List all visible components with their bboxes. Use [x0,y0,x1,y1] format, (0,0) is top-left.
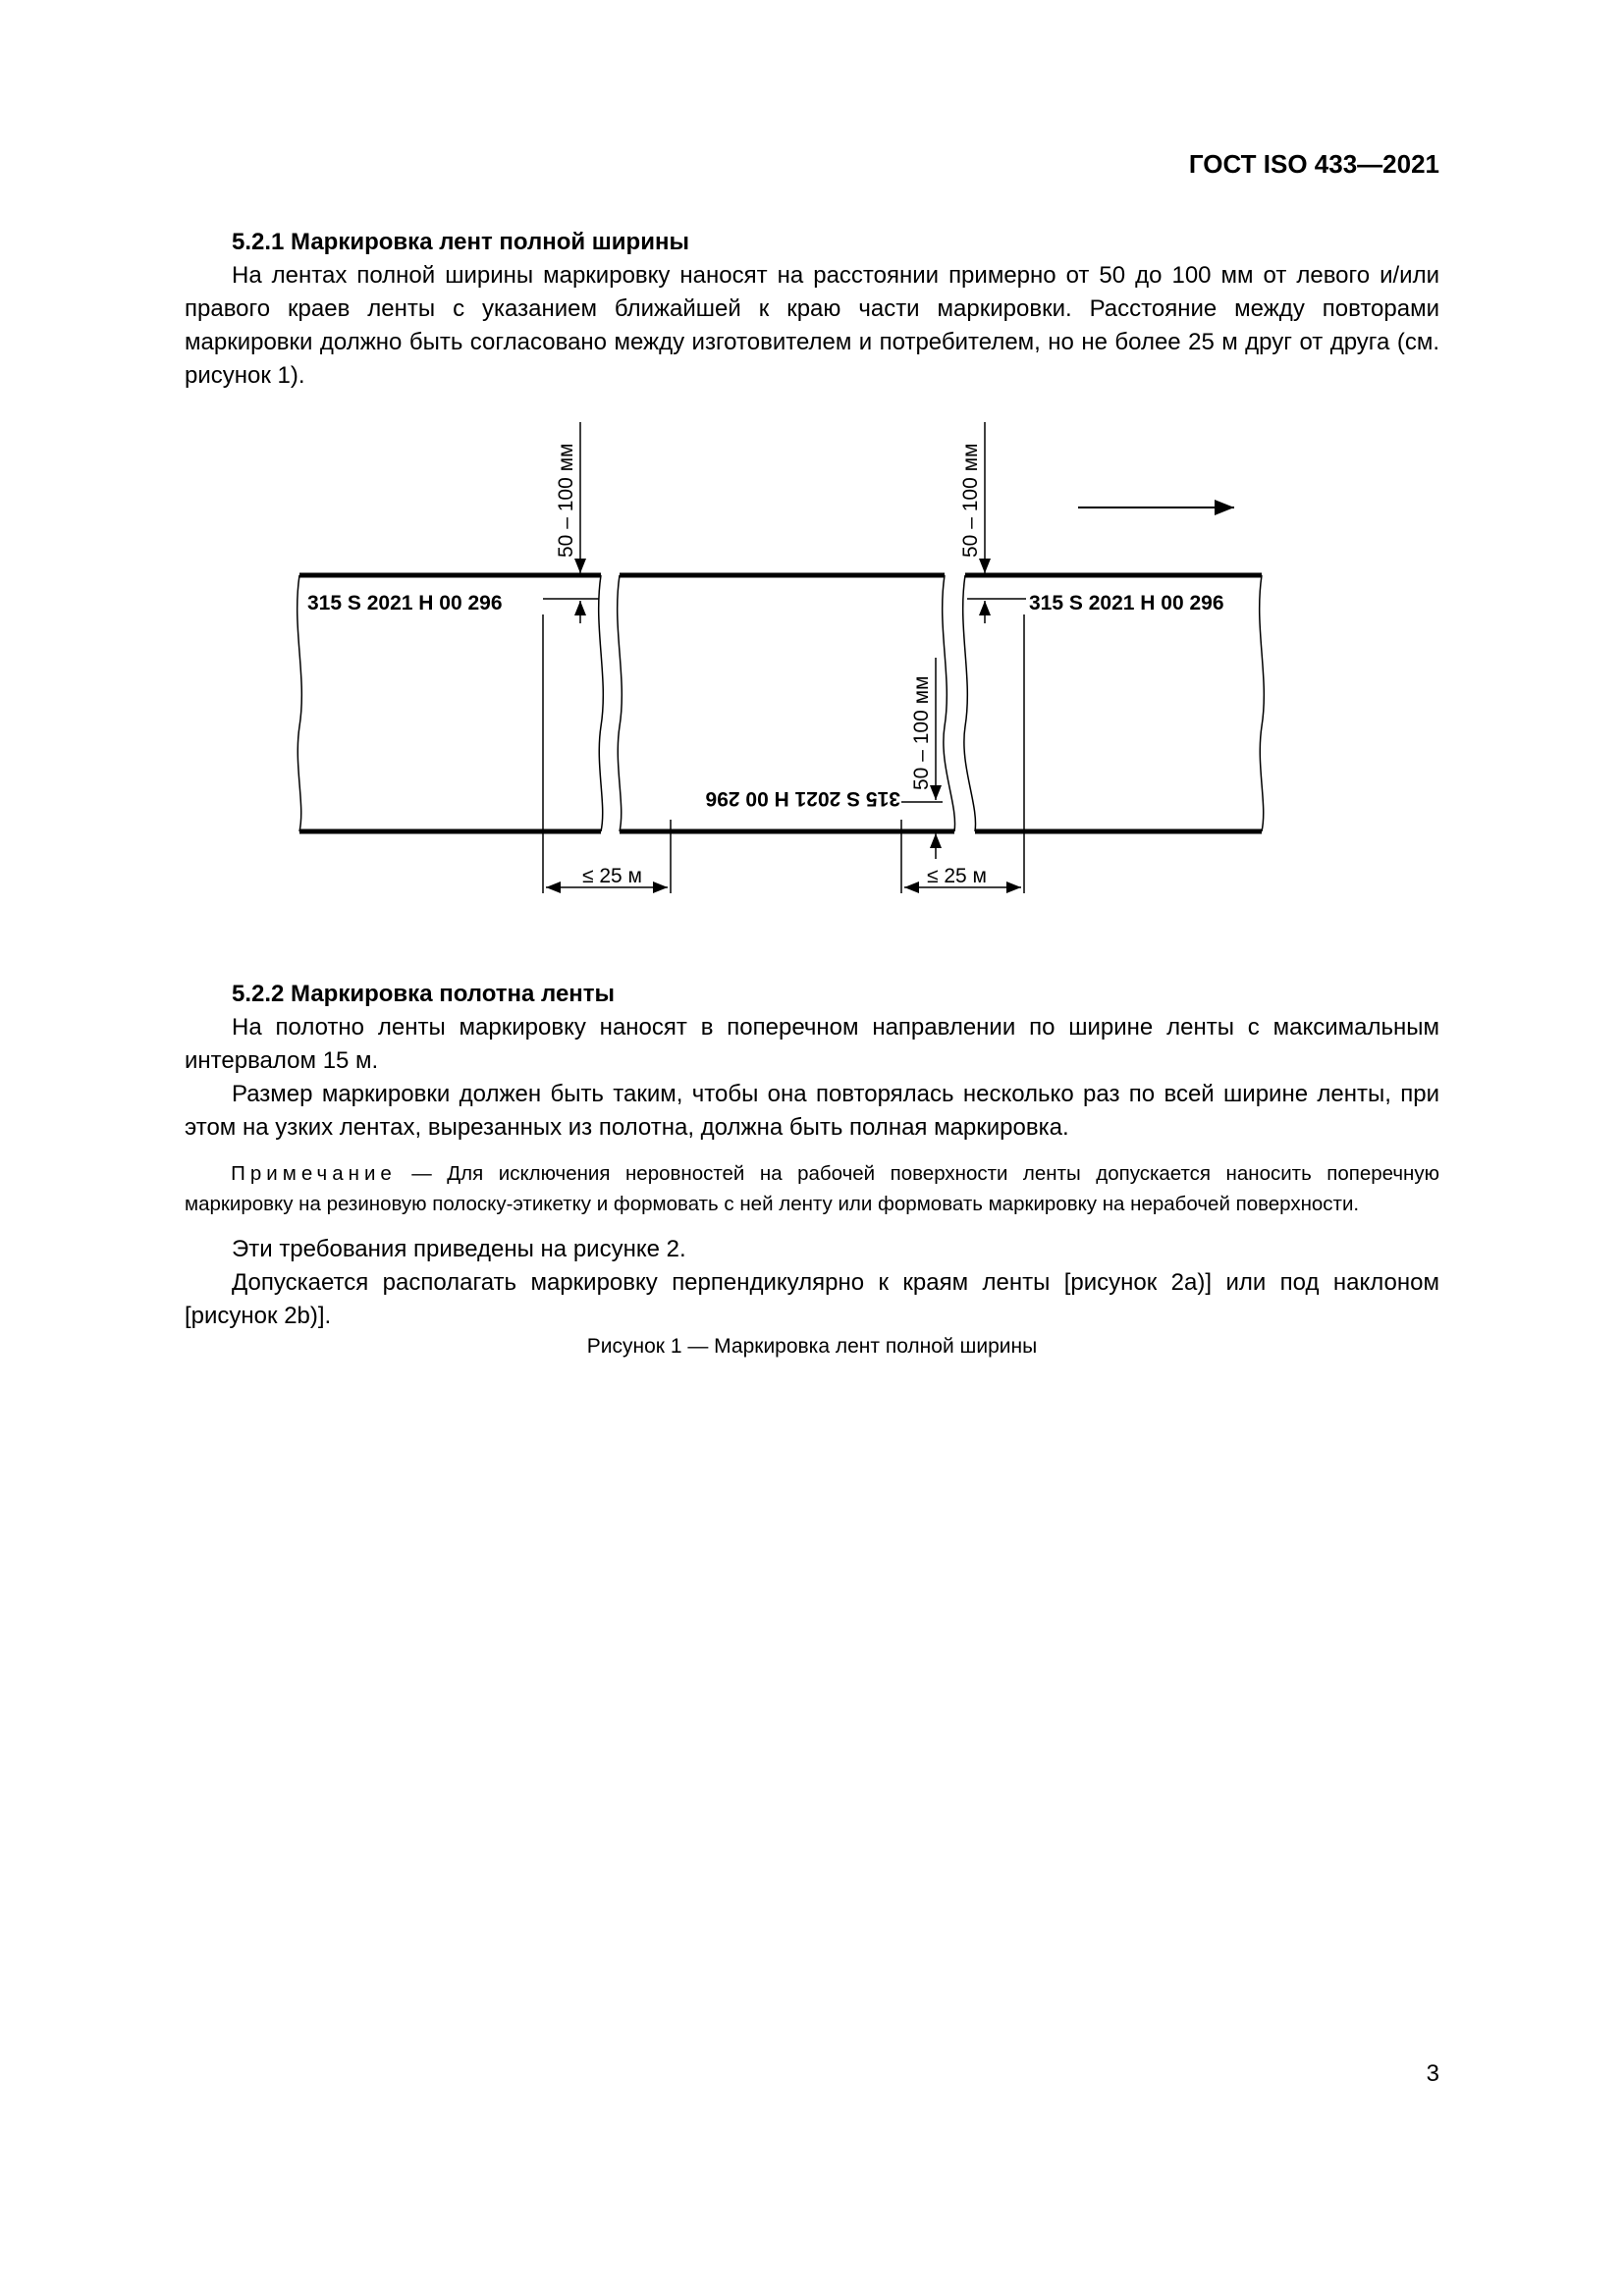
figure-caption: Рисунок 1 — Маркировка лент полной ширины [586,1335,1038,1358]
section-paragraph: Эти требования приведены на рисунке 2. [232,1236,686,1262]
belt-marking-diagram [0,412,1624,962]
note [185,1158,1439,1219]
dim-label-left: 50 – 100 мм [555,443,577,558]
standard-code: ГОСТ ISO 433—2021 [1188,149,1439,179]
spacing-label-left: ≤ 25 м [582,865,642,887]
section-paragraph: Размер маркировки должен быть таким, чтобы она повторялась несколько раз по всей ширине ленты, при этом на узких лентах, вырезанных из полотна, должна быть полная маркировка. [185,1081,1439,1141]
section-paragraph: На полотно ленты маркировку наносят в поперечном направлении по ширине ленты с максимальным интервалом 15 м. [185,1014,1439,1074]
section-5-2-2 [185,978,1439,1333]
note-label: Примечание [231,1162,397,1185]
dim-label-right: 50 – 100 мм [959,443,982,558]
marking-text-left: 315 S 2021 H 00 296 [307,592,503,614]
marking-text-right: 315 S 2021 H 00 296 [1029,592,1224,614]
section-paragraph: Допускается располагать маркировку перпендикулярно к краям ленты [рисунок 2a)] или под наклоном [рисунок 2b)]. [185,1269,1439,1329]
section-title: 5.2.2 Маркировка полотна ленты [232,981,616,1007]
section-title: 5.2.1 Маркировка лент полной ширины [232,229,689,255]
section-paragraph: На лентах полной ширины маркировку наносят на расстоянии примерно от 50 до 100 мм от левого и/или правого краев ленты с указанием ближайшей к краю части маркировки. Расстояние между повторами маркировки должно быть согласовано между изготовителем и потребителем, но не более 25 м друг от друга (см. рисунок 1). [185,262,1439,389]
section-5-2-1 [185,226,1439,393]
note-text: — Для исключения неровностей на рабочей поверхности ленты допускается наносить поперечную маркировку на резиновую полоску-этикетку и формовать с ней ленту или формовать маркировку на нерабочей поверхности. [185,1162,1439,1215]
page-number: 3 [1426,2060,1439,2087]
spacing-label-right: ≤ 25 м [927,865,987,887]
marking-text-middle: 315 S 2021 H 00 296 [705,787,900,810]
dim-label-middle: 50 – 100 мм [910,675,933,790]
